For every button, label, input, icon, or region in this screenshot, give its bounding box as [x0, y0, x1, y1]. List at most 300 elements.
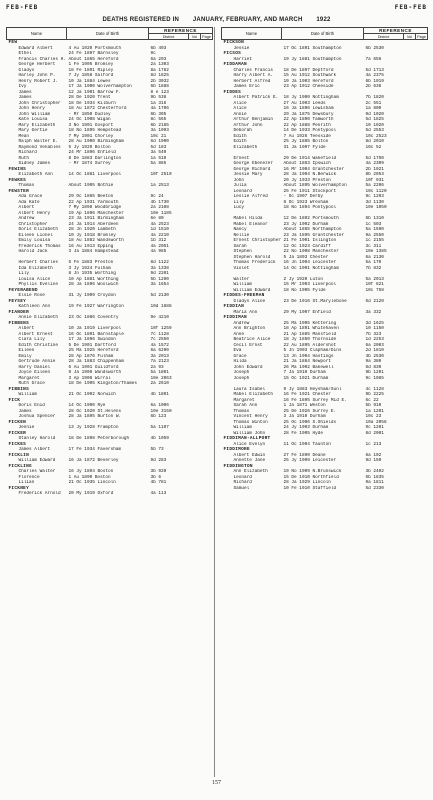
- reference-cell: 1a 510: [150, 155, 167, 161]
- reference-cell: 5d 2330: [365, 485, 384, 491]
- birth-date-cell: 18 Jy 1850 Thornside: [283, 337, 337, 342]
- reference-cell: 3d 1625: [365, 320, 384, 326]
- reference-cell: 5a 1801: [150, 370, 169, 375]
- forename-cell: Sarah Ann: [233, 403, 258, 408]
- forename-cell: Eileen: [18, 348, 35, 353]
- birth-date-cell: 18 Fe 1891 Ripley: [68, 67, 114, 73]
- forename-cell: Albert Edwin: [233, 452, 266, 458]
- forename-cell: Frederick Arnold: [18, 491, 61, 496]
- surname-heading: FIBBINS: [8, 386, 30, 392]
- header-page: Page: [417, 34, 426, 39]
- forename-cell: John William: [18, 111, 51, 117]
- forename-cell: Stephen: [233, 249, 252, 254]
- birth-date-cell: 27 Au 1903 Leeds: [283, 100, 326, 106]
- birth-date-cell: 16 Jy 1894 Boston: [68, 469, 114, 474]
- forename-cell: John Henry: [18, 106, 45, 111]
- forename-cell: Christopher: [18, 221, 48, 227]
- birth-date-cell: 7 My 1901 Chorley: [68, 133, 114, 139]
- reference-cell: 7a 2123: [150, 359, 169, 364]
- surname-heading: FIDDIMAN-ALLPORT: [223, 436, 271, 441]
- birth-date-cell: 29 Ja 1875 Dewsbury: [283, 111, 334, 117]
- reference-cell: 3c 311: [365, 243, 382, 249]
- forename-cell: Margaret: [18, 375, 40, 381]
- birth-date-cell: 5 Ja 1893 Chester: [283, 254, 329, 260]
- forename-cell: Thomas: [233, 408, 250, 414]
- forename-cell: Harry Daniel: [18, 364, 51, 370]
- surname-heading: FICKSON: [223, 40, 245, 45]
- forename-cell: Cecil Ernst: [233, 342, 263, 348]
- birth-date-cell: 26 Ma 1902 Bakewell: [283, 364, 334, 370]
- birth-date-cell: 13 Jy 1928 Frampton: [68, 425, 119, 430]
- birth-date-cell: 24 Fe 1897 Barnsley: [68, 51, 119, 56]
- reference-cell: 6a 1006: [150, 403, 169, 408]
- forename-cell: Richard: [233, 480, 252, 485]
- surname-heading: FEW: [8, 40, 18, 45]
- reference-cell: 10c 758: [365, 287, 384, 293]
- forename-cell: Maria Ann: [233, 309, 258, 315]
- reference-cell: 4a 2210: [150, 232, 169, 238]
- reference-cell: 8a 1782: [150, 67, 169, 73]
- birth-date-cell: 15 Oc 1921 Durham: [283, 375, 329, 381]
- reference-cell: 6d 1900: [150, 139, 169, 144]
- forename-cell: Herbert Alfred: [233, 78, 271, 84]
- birth-date-cell: 28 Au 1900 Birmingham: [68, 139, 124, 144]
- forename-cell: Jessie Mary: [233, 172, 263, 177]
- birth-date-cell: 2 Jy 1920 Luton: [283, 276, 324, 282]
- page-cell: [416, 486, 428, 492]
- surname-heading: FEYERABEND: [8, 287, 38, 293]
- birth-date-cell: 21 Fe 1901 Islington: [283, 238, 337, 243]
- reference-cell: 10c 1120: [365, 188, 387, 194]
- birth-date-cell: 7 Au 1926 Teesside: [283, 133, 331, 139]
- header-reference: REFERENCE: [149, 28, 213, 34]
- birth-date-cell: 19 Ap 1896 Manchester: [68, 210, 124, 216]
- birth-date-cell: 28 Ja 1929 Lincoln: [283, 480, 331, 485]
- birth-date-cell: 22 Ap 1890 Tamworth: [283, 117, 334, 122]
- reference-cell: 9c 1201: [365, 425, 384, 430]
- birth-date-cell: 5 Fe 1883 Preston: [68, 260, 114, 265]
- reference-cell: 8b 2053: [365, 172, 384, 177]
- forename-cell: Beatrice Alice: [233, 337, 271, 342]
- surname-heading: FICKES: [8, 441, 27, 447]
- forename-cell: Ann Brighton: [233, 326, 266, 331]
- reference-cell: 1a 800: [365, 106, 382, 111]
- birth-date-cell: 24 Jy 1903 Durham: [283, 425, 329, 430]
- forename-cell: Lucy: [233, 205, 245, 210]
- header-vol: Vol: [404, 34, 416, 40]
- forename-cell: Nancy: [233, 227, 247, 232]
- forename-cell: William Edward: [233, 287, 271, 293]
- birth-date-cell: 18 De 1898 Peterborough: [68, 436, 130, 441]
- birth-date-cell: About 1865 Northampton: [283, 227, 342, 232]
- birth-date-cell: 29 Oc 1865 Beeton: [68, 194, 114, 199]
- reference-cell: 4b 1801: [150, 392, 169, 397]
- forename-cell: James: [18, 408, 32, 414]
- forename-cell: Alice: [233, 100, 247, 106]
- forename-cell: Harley John P.: [18, 73, 56, 78]
- reference-cell: 3b 2402: [365, 469, 384, 474]
- birth-date-cell: 15 Au 1912 Southwark: [283, 73, 337, 78]
- forename-cell: Anne: [233, 331, 245, 337]
- forename-cell: Arthur Benjamin: [233, 117, 274, 122]
- birth-date-cell: 22 Ap 1931 Yarmouth: [68, 199, 119, 205]
- birth-date-cell: About 1895 Wolverhampton: [283, 183, 347, 188]
- reference-cell: 2d 1810: [365, 348, 384, 353]
- birth-date-cell: 18 No 1905 Fylde: [283, 287, 326, 293]
- header-name: Name: [7, 28, 67, 40]
- forename-cell: Stephen Harold: [233, 254, 271, 260]
- forename-cell: Ada Grace: [18, 194, 43, 199]
- birth-date-cell: 25 Jy 1909 Leicester: [283, 458, 337, 463]
- reference-cell: 10a 2056: [365, 419, 387, 425]
- surname-heading: FIDDIMAN: [223, 315, 247, 320]
- forename-cell: Sarah: [233, 243, 247, 249]
- birth-date-cell: 14 Oc 1881 Liverpool: [68, 172, 122, 177]
- surname-heading: FIDDAMAN: [223, 62, 247, 67]
- forename-cell: Mabel Elizabeth: [233, 392, 274, 397]
- reference-cell: 6e 80: [150, 216, 164, 221]
- birth-date-cell: 22 Au 1895 Aldershot: [283, 342, 337, 348]
- forename-cell: Hilda: [233, 359, 247, 364]
- reference-cell: 2b 3032: [150, 78, 169, 84]
- birth-date-cell: 28 Jn 1920 Lambeth: [68, 227, 116, 232]
- forename-cell: Doris Enid: [18, 403, 45, 408]
- forename-cell: Walter: [233, 276, 250, 282]
- corner-marker-left: FEB-FEB: [6, 4, 39, 11]
- birth-date-cell: 16 Jn 1904 Leicester: [283, 260, 337, 265]
- forename-cell: James Albert: [18, 447, 51, 452]
- forename-cell: Joshua Spencer: [18, 414, 56, 419]
- birth-date-cell: 27 Fe 1890 Deane: [283, 452, 326, 458]
- birth-date-cell: 24 Ja 1914 Aberdeen: [68, 221, 119, 227]
- reference-cell: 9c: [150, 51, 156, 56]
- page-title: [0, 17, 433, 23]
- forename-cell: Edith: [233, 133, 247, 139]
- forename-cell: Emily Louisa: [18, 238, 51, 243]
- reference-cell: 6a 102: [365, 452, 382, 458]
- register-column-left: [6, 27, 212, 497]
- birth-date-cell: 17 Oc 1891 Southampton: [283, 45, 342, 51]
- forename-cell: Edith: [233, 139, 247, 144]
- birth-date-cell: 28 De 1920 Trent: [68, 95, 111, 100]
- birth-date-cell: 16 Oc 1891 Barnstaple: [68, 331, 124, 337]
- birth-date-cell: 17 Fe 1934 Faversham: [68, 447, 122, 452]
- forename-cell: Herbert Charles: [18, 260, 59, 265]
- reference-cell: 4a 2051: [150, 243, 169, 249]
- forename-cell: William Edward: [18, 458, 56, 463]
- reference-cell: 9c 1203: [365, 194, 384, 199]
- birth-date-cell: 25 Ma 1905 Kettering: [283, 320, 337, 326]
- forename-cell: Raymond Venables: [18, 144, 61, 150]
- forename-cell: John Christopher: [18, 100, 61, 106]
- forename-cell: John Edward: [233, 364, 263, 370]
- birth-date-cell: 22 Ap 1888 Penrith: [283, 122, 331, 128]
- reference-cell: 9a 380: [365, 359, 382, 364]
- birth-date-cell: 20 Jy 1933 Preston: [283, 177, 331, 183]
- birth-date-cell: About 1865 Hereford: [68, 56, 119, 62]
- reference-cell: 9b 538: [150, 95, 167, 100]
- birth-date-cell: 12 De 1892 Portsmouth: [283, 216, 339, 221]
- reference-cell: 10f 931: [365, 177, 384, 183]
- reference-cell: 6c 22: [365, 397, 379, 403]
- forename-cell: Ernest Christopher: [233, 238, 281, 243]
- reference-cell: 10c 52: [365, 144, 382, 150]
- reference-cell: 10e 1050: [365, 205, 387, 210]
- forename-cell: Florence: [18, 474, 40, 480]
- birth-date-cell: 18 No 1894 Pontypool: [283, 205, 337, 210]
- reference-cell: 7c 1128: [150, 331, 169, 337]
- birth-date-cell: 3 No 1901 Gosport: [68, 122, 114, 128]
- reference-cell: 8d 1122: [150, 260, 169, 265]
- forename-cell: Elsie Rose: [18, 293, 45, 298]
- forename-cell: Emily: [18, 353, 32, 359]
- forename-cell: Leslie Alfred: [233, 194, 268, 199]
- birth-date-cell: 8 De 1883 Darlington: [68, 155, 122, 161]
- birth-date-cell: 10 Jy 1918 Bromley: [68, 232, 116, 238]
- reference-cell: 9d 2201: [150, 271, 169, 276]
- birth-date-cell: 25 Ma 1925 Hereford: [68, 348, 119, 353]
- birth-date-cell: 21 Oc 1902 Norwich: [68, 392, 116, 397]
- title-year: 1922: [316, 17, 331, 23]
- forename-cell: Edith Christine: [18, 342, 59, 348]
- reference-cell: 10f 1259: [150, 326, 172, 331]
- forename-cell: George Herbert: [18, 62, 56, 67]
- surname-heading: FICKLIN: [8, 452, 30, 458]
- register-entry: [222, 486, 428, 492]
- page-number: 157: [212, 780, 221, 786]
- birth-date-cell: 22 No 1908 Manchester: [283, 249, 339, 254]
- forename-cell: Alice Evelyn: [233, 441, 266, 447]
- surname-heading: FICSOS: [223, 51, 242, 56]
- reference-cell: 6a 293: [150, 56, 167, 62]
- reference-cell: 5a 170: [365, 260, 382, 265]
- reference-cell: 2c 551: [365, 100, 382, 106]
- birth-date-cell: 29 My 1907 Enfield: [283, 309, 331, 315]
- forename-cell: Vincent Henry: [233, 414, 268, 419]
- surname-heading: FIDDIAN: [223, 304, 245, 309]
- reference-cell: 8c 565: [150, 117, 167, 122]
- birth-date-cell: About 1905 Bothie: [68, 183, 114, 188]
- reference-cell: 9c 1085: [365, 375, 384, 381]
- forename-cell: Annette Jane: [233, 458, 266, 463]
- birth-date-cell: 14 De 1933 Pontypool: [283, 128, 337, 133]
- forename-cell: Leonard: [233, 188, 252, 194]
- forename-cell: Charles Walter: [18, 469, 56, 474]
- forename-cell: William: [233, 282, 252, 287]
- forename-cell: Francis Charles H.: [18, 56, 66, 62]
- reference-cell: 6a 2130: [365, 254, 384, 260]
- birth-date-cell: 9 Jy 1883 Heysham/Sunl: [283, 386, 342, 392]
- birth-date-cell: 1 Au 1890 Boston: [68, 474, 111, 480]
- forename-cell: Mabel Eleanor: [233, 221, 268, 227]
- birth-date-cell: 17 Ja 1896 Swindon: [68, 337, 116, 342]
- reference-cell: 9d 1020: [365, 111, 384, 117]
- birth-date-cell: 3 Ap 1908 Wirral: [68, 375, 111, 381]
- birth-date-cell: 23 Ja 1895 Grantchester: [283, 232, 345, 238]
- forename-cell: Gladys: [18, 67, 35, 73]
- reference-cell: 1d 1510: [150, 227, 169, 232]
- reference-cell: 6b 305: [150, 111, 167, 117]
- reference-cell: 1b 312: [150, 238, 167, 243]
- header-district: District: [149, 34, 189, 40]
- surname-heading: FIDDES: [223, 89, 242, 95]
- birth-date-cell: 28 Ap 1876 Fulham: [68, 353, 114, 359]
- reference-cell: 1c 2155: [365, 238, 384, 243]
- header-date-of-birth: Date of Birth: [67, 28, 149, 40]
- title-text: DEATHS REGISTERED IN: [102, 17, 180, 23]
- reference-cell: 9d 283: [150, 458, 167, 463]
- forename-cell: Sidney James: [18, 161, 51, 166]
- birth-date-cell: 10 Ja 1884 Lewes: [68, 78, 111, 84]
- birth-date-cell: 24 Oc 1908 Wigan: [68, 117, 111, 122]
- forename-cell: Thomas: [18, 183, 35, 188]
- surname-heading: FIDDIMORE: [223, 447, 250, 452]
- forename-cell: Ivy: [18, 84, 27, 89]
- forename-cell: Gladys Aline: [233, 298, 266, 304]
- header-page: Page: [202, 34, 211, 39]
- register-rows-left: [7, 40, 213, 497]
- forename-cell: Eva: [233, 348, 242, 353]
- birth-date-cell: 20 My 1919 Oxford: [68, 491, 114, 496]
- birth-date-cell: 21 Ja 1884 Newport: [283, 359, 331, 364]
- register-rows-right: [222, 40, 428, 492]
- reference-cell: 1c 213: [365, 441, 382, 447]
- forename-cell: John: [233, 177, 245, 183]
- birth-date-cell: 23 Oc 1886 Coventry: [68, 315, 119, 320]
- reference-cell: 10e 1385: [365, 249, 387, 254]
- surname-heading: FIBBENS: [8, 320, 30, 326]
- birth-date-cell: 18 No 1895 Hempstead: [68, 128, 122, 133]
- reference-cell: 2a 1303: [150, 62, 169, 67]
- forename-cell: Deborah: [233, 128, 252, 133]
- reference-cell: 10 1020: [365, 122, 384, 128]
- reference-cell: 1c 503: [365, 221, 382, 227]
- reference-cell: 5d 1713: [365, 67, 384, 73]
- forename-cell: Thomas Winton: [233, 419, 268, 425]
- surname-heading: FICKLING: [8, 463, 32, 469]
- birth-date-cell: 23 Ja 1911 Birmingham: [68, 216, 124, 221]
- forename-cell: Mabel Hilda: [233, 216, 263, 221]
- reference-cell: 4a 1706: [150, 106, 169, 111]
- forename-cell: Eileen Lionel: [18, 232, 53, 238]
- reference-cell: 8 e 123: [150, 89, 169, 95]
- birth-date-cell: 24 Mr 1896 Enfield: [68, 150, 116, 155]
- forename-cell: Laura Isabel: [233, 386, 266, 392]
- birth-date-cell: 16 Fe 1921 Chester: [283, 392, 331, 397]
- forename-cell: George Richard: [233, 166, 271, 172]
- column-divider: [214, 27, 215, 777]
- reference-cell: 4a 2523: [150, 221, 169, 227]
- birth-date-cell: 18 De 1934 Kilburn: [68, 100, 116, 106]
- birth-date-cell: 25 Jy 1885 Bolton: [283, 139, 329, 144]
- forename-cell: William: [18, 392, 37, 397]
- reference-cell: 7b 1820: [365, 95, 384, 100]
- reference-cell: 6b 2185: [150, 122, 169, 128]
- header-district: District: [364, 34, 404, 40]
- birth-date-cell: - Mr 1874 Surrey: [68, 161, 111, 166]
- forename-cell: Phyllis Eveline: [18, 282, 59, 287]
- forename-cell: Kathleen Ann: [18, 304, 51, 309]
- forename-cell: James Eric: [233, 84, 260, 89]
- forename-cell: Albert: [18, 326, 35, 331]
- birth-date-cell: 3 Ja 1910 Durham: [283, 414, 326, 419]
- reference-cell: 6b 493: [150, 45, 167, 51]
- birth-date-cell: 10 Ja 1919 Liverpool: [68, 326, 122, 331]
- forename-cell: Andrew: [18, 216, 35, 221]
- birth-date-cell: 31 Ja 1907 Fylde: [283, 144, 326, 150]
- reference-cell: 5b 910: [365, 403, 382, 408]
- reference-cell: 8d 1825: [150, 73, 169, 78]
- birth-date-cell: 28 Fe 1905 Hyde: [283, 430, 324, 436]
- birth-date-cell: - Mr 1850 Dudley: [68, 111, 111, 117]
- birth-date-cell: 31 Jy 1909 Croydon: [68, 293, 116, 298]
- forename-cell: Frederick Thomas: [18, 243, 61, 249]
- birth-date-cell: 28 Ja 1904 N.Berwick: [283, 172, 337, 177]
- birth-date-cell: 5 De 1901 Dartford: [68, 342, 116, 348]
- forename-cell: Albert Ernest: [18, 331, 53, 337]
- reference-cell: 4b 1059: [150, 436, 169, 441]
- forename-cell: Richard: [18, 150, 37, 155]
- reference-cell: 5b 1290: [150, 276, 169, 282]
- birth-date-cell: 12 Oc 1923 Cardiff: [283, 243, 331, 249]
- forename-cell: Joyce Eileen: [18, 370, 51, 375]
- birth-date-cell: 16 Fe 1895 Surrey Mid E.: [283, 397, 347, 403]
- reference-cell: 7b 323: [365, 331, 382, 337]
- reference-cell: 4a 2309: [365, 161, 384, 166]
- reference-cell: 8d 2010: [365, 139, 384, 144]
- birth-date-cell: 28 Ja 1883 Chippenham: [68, 359, 124, 364]
- forename-cell: Thomas Frederick: [233, 260, 276, 265]
- reference-cell: 6b 1888: [150, 84, 169, 89]
- birth-date-cell: 7 Ja 1910 Durham: [283, 370, 326, 375]
- forename-cell: Nellie: [233, 232, 250, 238]
- birth-date-cell: 10 No 1909 N.Brunswick: [283, 469, 342, 474]
- reference-cell: 3a 1338: [150, 265, 169, 271]
- birth-date-cell: 10 Fe 1910 Staffield: [283, 485, 337, 491]
- surname-heading: FIANDER: [8, 309, 30, 315]
- birth-date-cell: 17 Ja 1900 Wolverhampton: [68, 84, 132, 89]
- forename-cell: Annie: [233, 111, 247, 117]
- title-months: JANUARY, FEBRUARY, AND MARCH: [192, 17, 303, 23]
- birth-date-cell: 1 Ja 1871 Weston: [283, 403, 326, 408]
- surname-heading: FICKNEY: [8, 485, 30, 491]
- header-reference: REFERENCE: [364, 28, 428, 34]
- surname-heading: FEWKES: [8, 177, 27, 183]
- birth-date-cell: 18 De 1905 Kingston/Thames: [68, 381, 138, 386]
- reference-cell: 10e 3150: [150, 408, 172, 414]
- reference-cell: 1a 316: [150, 100, 167, 106]
- reference-cell: 6d 830: [365, 364, 382, 370]
- birth-date-cell: 16 Au 1913 Epping: [68, 243, 114, 249]
- reference-cell: 9c 24: [150, 194, 164, 199]
- birth-date-cell: 16 Ja 1872 Beverley: [68, 458, 119, 463]
- surname-heading: FEWSTER: [8, 188, 30, 194]
- surname-heading: FICKEN: [8, 419, 27, 425]
- reference-cell: 10d 1888: [150, 304, 172, 309]
- reference-cell: 5a 885: [150, 161, 167, 166]
- birth-date-cell: 5 Jy 1929 Bolton: [68, 144, 111, 150]
- forename-cell: Margaret: [233, 397, 255, 403]
- forename-cell: Violet: [233, 265, 250, 271]
- register-column-right: [221, 27, 427, 491]
- reference-cell: 7b 832: [365, 265, 382, 271]
- birth-date-cell: 8 Oc 1923 Wrexham: [283, 199, 329, 205]
- reference-cell: 2a 93: [150, 364, 164, 370]
- forename-cell: Joseph: [233, 375, 250, 381]
- birth-date-cell: 18 De 1897 Deptford: [283, 67, 334, 73]
- forename-cell: George Ebenezer: [233, 161, 274, 166]
- forename-cell: Ruth Grace: [18, 381, 45, 386]
